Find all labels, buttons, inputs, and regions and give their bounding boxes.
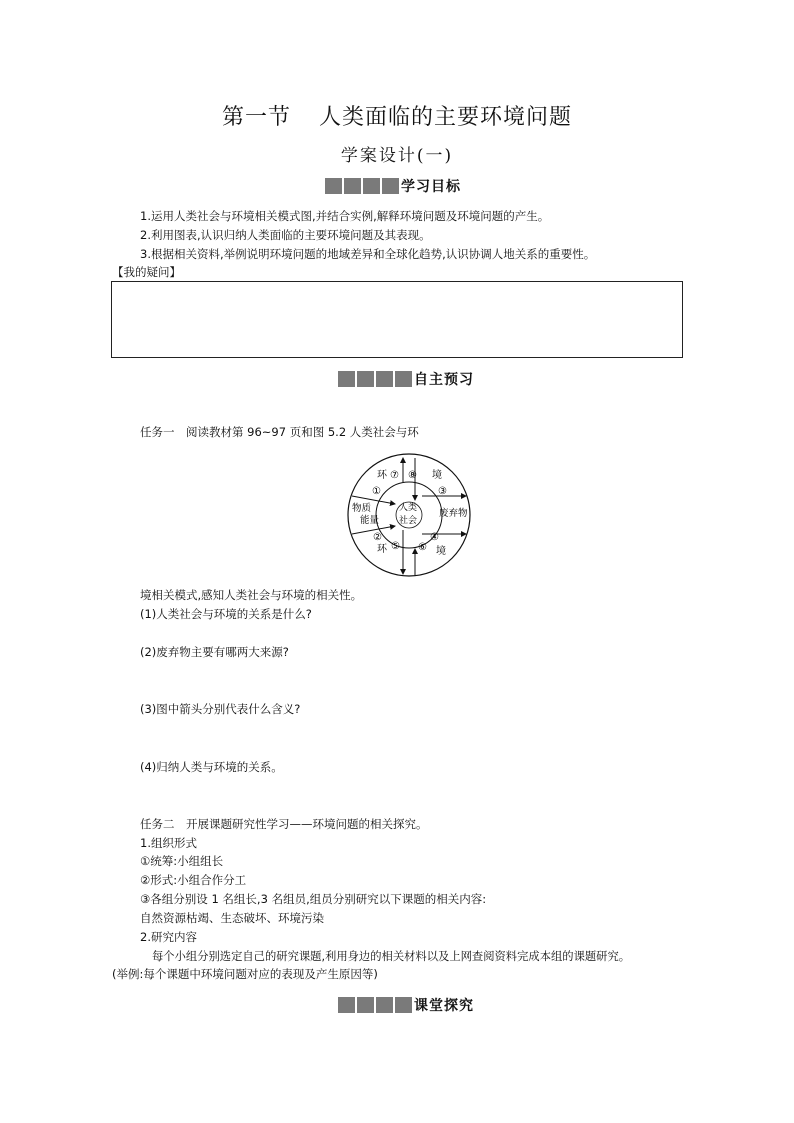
my-doubt-label: 【我的疑问】 — [112, 265, 181, 279]
preview-label: 自主预习 — [414, 372, 474, 388]
marker-2: ② — [373, 532, 382, 543]
question-3: (3)图中箭头分别代表什么含义? — [140, 702, 301, 716]
title-text: 人类面临的主要环境问题 — [319, 105, 573, 130]
section-number: 第一节 — [221, 105, 291, 130]
label-env-tl: 环 — [377, 470, 387, 481]
org-item-3: ③各组分别设 1 名组长,3 名组员,组员分别研究以下课题的相关内容: — [140, 892, 487, 906]
learning-goals-heading — [325, 176, 461, 196]
topics-list: 自然资源枯竭、生态破坏、环境污染 — [140, 911, 324, 925]
marker-6: ⑥ — [418, 542, 427, 553]
label-human: 人类 — [399, 503, 418, 513]
preview-heading — [338, 369, 474, 389]
research-heading: 2.研究内容 — [140, 930, 197, 944]
goal-item-2: 2.利用图表,认识归纳人类面临的主要环境问题及其表现。 — [140, 228, 431, 242]
org-item-2: ②形式:小组合作分工 — [140, 873, 247, 887]
heading-bars-decoration — [338, 371, 412, 387]
label-material: 物质 — [352, 503, 372, 514]
heading-bars-decoration — [338, 997, 412, 1013]
label-env-bl: 环 — [377, 544, 387, 555]
marker-3: ③ — [438, 486, 447, 497]
goal-item-1: 1.运用人类社会与环境相关模式图,并结合实例,解释环境问题及环境问题的产生。 — [140, 209, 550, 223]
page-subtitle: 学案设计(一) — [340, 146, 454, 166]
human-environment-diagram — [344, 452, 474, 580]
label-society: 社会 — [399, 516, 418, 526]
label-env-tr: 境 — [432, 470, 442, 481]
org-item-1: ①统筹:小组组长 — [140, 854, 224, 868]
my-doubt-answer-box[interactable] — [111, 281, 683, 358]
org-heading: 1.组织形式 — [140, 836, 197, 850]
classroom-label: 课堂探究 — [414, 998, 474, 1014]
heading-bars-decoration — [325, 178, 399, 194]
label-env-br: 境 — [436, 546, 446, 557]
task2-intro: 任务二 开展课题研究性学习——环境问题的相关探究。 — [140, 817, 428, 831]
label-waste: 废弃物 — [439, 508, 468, 519]
question-1: (1)人类社会与环境的关系是什么? — [140, 607, 312, 621]
marker-4: ④ — [430, 532, 439, 543]
classroom-heading — [338, 995, 474, 1015]
learning-goals-label: 学习目标 — [401, 179, 461, 195]
task1-intro: 任务一 阅读教材第 96~97 页和图 5.2 人类社会与环 — [140, 425, 419, 439]
research-example: (举例:每个课题中环境问题对应的表现及产生原因等) — [112, 967, 378, 981]
marker-8: ⑧ — [408, 470, 417, 481]
label-energy: 能量 — [360, 515, 380, 526]
question-2: (2)废弃物主要有哪两大来源? — [140, 645, 289, 659]
research-text: 每个小组分别选定自己的研究课题,利用身边的相关材料以及上网查阅资料完成本组的课题研究。 — [152, 950, 631, 963]
marker-5: ⑤ — [391, 541, 400, 552]
page-title — [0, 100, 794, 131]
goal-item-3: 3.根据相关资料,举例说明环境问题的地域差异和全球化趋势,认识协调人地关系的重要性。 — [140, 247, 596, 261]
marker-1: ① — [372, 486, 381, 497]
marker-7: ⑦ — [390, 470, 399, 481]
question-4: (4)归纳人类与环境的关系。 — [140, 760, 283, 774]
task1-continuation: 境相关模式,感知人类社会与环境的相关性。 — [140, 588, 363, 602]
